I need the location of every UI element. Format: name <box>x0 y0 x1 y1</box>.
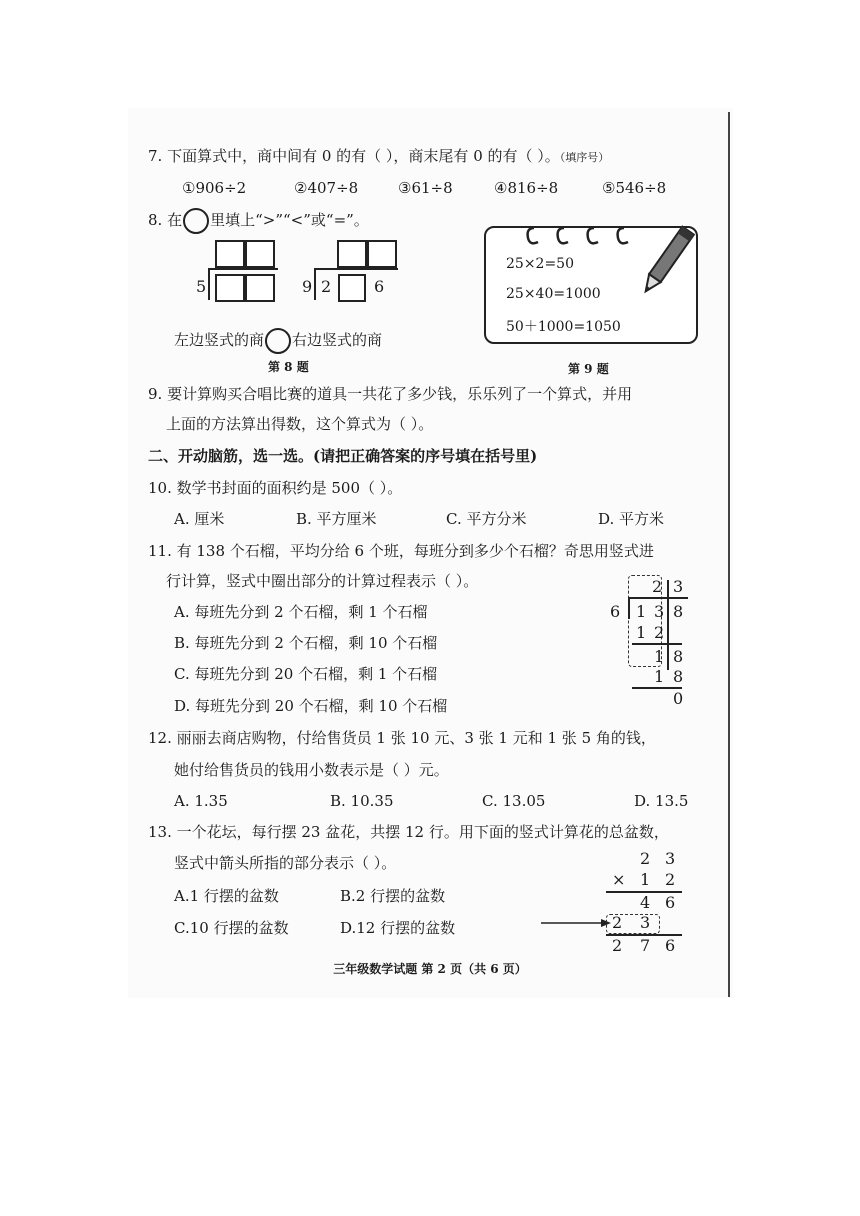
q11-divisor: 6 <box>610 602 621 621</box>
section-2-heading: 二、开动脑筋，选一选。(请把正确答案的序号填在括号里) <box>148 447 538 465</box>
q10-option-d: D. 平方米 <box>598 510 665 528</box>
q11-guide-line <box>667 580 669 670</box>
compare-circle-icon[interactable] <box>265 328 291 354</box>
q11-step1-digit-2: 2 <box>654 623 665 642</box>
q11-rem1-digit-1: 1 <box>654 647 665 666</box>
q13-partial2-digit-2: 3 <box>640 913 651 932</box>
q13-times-sign: × <box>612 870 626 889</box>
q11-quotient-digit-1: 2 <box>652 577 663 596</box>
q9-caption: 第 9 题 <box>568 362 609 376</box>
q9-line-2: 上面的方法算出得数，这个算式为（ ）。 <box>166 415 434 433</box>
q8-left-division-bar <box>208 268 278 270</box>
q13-result-digit-3: 6 <box>665 936 676 955</box>
q8-right-dividend-box[interactable] <box>338 274 366 302</box>
notebook-line-3: 50＋1000=1050 <box>506 319 621 335</box>
q13-partial2-digit-1: 2 <box>612 913 623 932</box>
page-footer: 三年级数学试题 第 2 页（共 6 页） <box>333 962 527 976</box>
q12-option-c: C. 13.05 <box>482 792 546 810</box>
arrow-right-icon <box>541 917 611 929</box>
q11-rem1-digit-2: 8 <box>673 647 684 666</box>
q8-right-divisor: 9 <box>302 277 313 296</box>
q9-notebook <box>484 226 698 344</box>
q11-step1-rule <box>632 643 682 645</box>
q13-partial1-digit-2: 6 <box>665 893 676 912</box>
compare-circle-icon <box>183 208 209 234</box>
q13-bottom-digit-2: 2 <box>665 870 676 889</box>
q11-step1-digit-1: 1 <box>636 623 647 642</box>
q10-option-a: A. 厘米 <box>174 510 225 528</box>
q8-left-divisor: 5 <box>196 277 207 296</box>
q7-note: （填序号） <box>559 151 610 164</box>
q11-line-1: 11. 有 138 个石榴，平均分给 6 个班，每班分到多少个石榴？奇思用竖式进 <box>148 542 654 560</box>
notebook-line-2: 25×40=1000 <box>506 286 601 302</box>
q7-option-4: ④816÷8 <box>494 179 559 197</box>
q9-line-1: 9. 要计算购买合唱比赛的道具一共花了多少钱，乐乐列了一个算式，并用 <box>148 385 633 403</box>
q7-option-2: ②407÷8 <box>294 179 359 197</box>
q13-option-b: B.2 行摆的盆数 <box>340 887 446 905</box>
q12-line-1: 12. 丽丽去商店购物，付给售货员 1 张 10 元、3 张 1 元和 1 张 5 角的钱， <box>148 729 656 747</box>
q8-compare-left: 左边竖式的商 <box>174 331 265 349</box>
q8-left-quotient-box-1[interactable] <box>215 240 245 268</box>
q11-step2-digit-2: 8 <box>673 667 684 686</box>
q11-option-c: C. 每班先分到 20 个石榴，剩 1 个石榴 <box>174 665 438 683</box>
q8-left-division-bracket <box>208 268 210 300</box>
notebook-line-1: 25×2=50 <box>506 256 574 272</box>
q8-right-quotient-box-2[interactable] <box>367 240 397 268</box>
q11-dividend-digit-3: 8 <box>673 602 684 621</box>
q11-option-d: D. 每班先分到 20 个石榴，剩 10 个石榴 <box>174 697 448 715</box>
q10-option-c: C. 平方分米 <box>446 510 527 528</box>
q11-quotient-digit-2: 3 <box>673 577 684 596</box>
q13-partial1-digit-1: 4 <box>640 893 651 912</box>
q7-option-5: ⑤546÷8 <box>602 179 667 197</box>
q13-top-digit-1: 2 <box>640 849 651 868</box>
q8-left-quotient-box-2[interactable] <box>245 240 275 268</box>
q12-option-b: B. 10.35 <box>330 792 394 810</box>
q13-top-digit-2: 3 <box>665 849 676 868</box>
q11-line-2: 行计算，竖式中圈出部分的计算过程表示（ ）。 <box>166 572 479 590</box>
q8-right-division-bracket <box>314 268 316 300</box>
q10-stem: 10. 数学书封面的面积约是 500（ ）。 <box>148 479 403 497</box>
q8-left-dividend-box-1[interactable] <box>215 274 245 302</box>
q8-left-dividend-box-2[interactable] <box>245 274 275 302</box>
q13-option-a: A.1 行摆的盆数 <box>174 887 279 905</box>
q8-stem-a: 8. 在 <box>148 211 183 229</box>
q8-caption: 第 8 题 <box>268 360 309 374</box>
q12-option-d: D. 13.5 <box>634 792 689 810</box>
q8-stem <box>148 208 369 234</box>
q11-option-b: B. 每班先分到 2 个石榴，剩 10 个石榴 <box>174 634 438 652</box>
q13-bottom-digit-1: 1 <box>640 870 651 889</box>
q7-stem <box>148 146 609 168</box>
q11-step2-digit-1: 1 <box>654 667 665 686</box>
q8-right-division-bar <box>314 268 398 270</box>
q11-division-bar <box>628 597 688 599</box>
q8-right-dividend-digit-1: 2 <box>321 277 332 296</box>
notebook-spiral-icon <box>524 222 644 248</box>
q13-line-2: 竖式中箭头所指的部分表示（ ）。 <box>174 854 397 872</box>
q12-line-2: 她付给售货员的钱用小数表示是（ ）元。 <box>174 761 449 779</box>
q7-stem-text: 7. 下面算式中，商中间有 0 的有（ ），商末尾有 0 的有（ ）。 <box>148 147 560 165</box>
q12-option-a: A. 1.35 <box>174 792 228 810</box>
q11-division-bracket <box>628 597 630 619</box>
q8-compare <box>174 328 382 354</box>
q8-stem-b: 里填上“>”“<”或“=”。 <box>210 211 369 229</box>
pencil-icon <box>636 224 696 304</box>
q13-option-d: D.12 行摆的盆数 <box>340 919 456 937</box>
q11-final-remainder: 0 <box>673 689 684 708</box>
q11-dividend-digit-1: 1 <box>636 602 647 621</box>
q11-option-a: A. 每班先分到 2 个石榴，剩 1 个石榴 <box>174 603 428 621</box>
q10-option-b: B. 平方厘米 <box>296 510 377 528</box>
q13-result-digit-1: 2 <box>612 936 623 955</box>
q13-line-1: 13. 一个花坛，每行摆 23 盆花，共摆 12 行。用下面的竖式计算花的总盆数， <box>148 823 669 841</box>
q8-right-quotient-box-1[interactable] <box>337 240 367 268</box>
q13-option-c: C.10 行摆的盆数 <box>174 919 289 937</box>
q8-compare-right: 右边竖式的商 <box>292 331 383 349</box>
page-edge-line <box>728 112 730 997</box>
q7-option-3: ③61÷8 <box>398 179 453 197</box>
q13-result-digit-2: 7 <box>640 936 651 955</box>
q8-right-dividend-digit-2: 6 <box>374 277 385 296</box>
q11-dividend-digit-2: 3 <box>654 602 665 621</box>
q7-option-1: ①906÷2 <box>182 179 247 197</box>
